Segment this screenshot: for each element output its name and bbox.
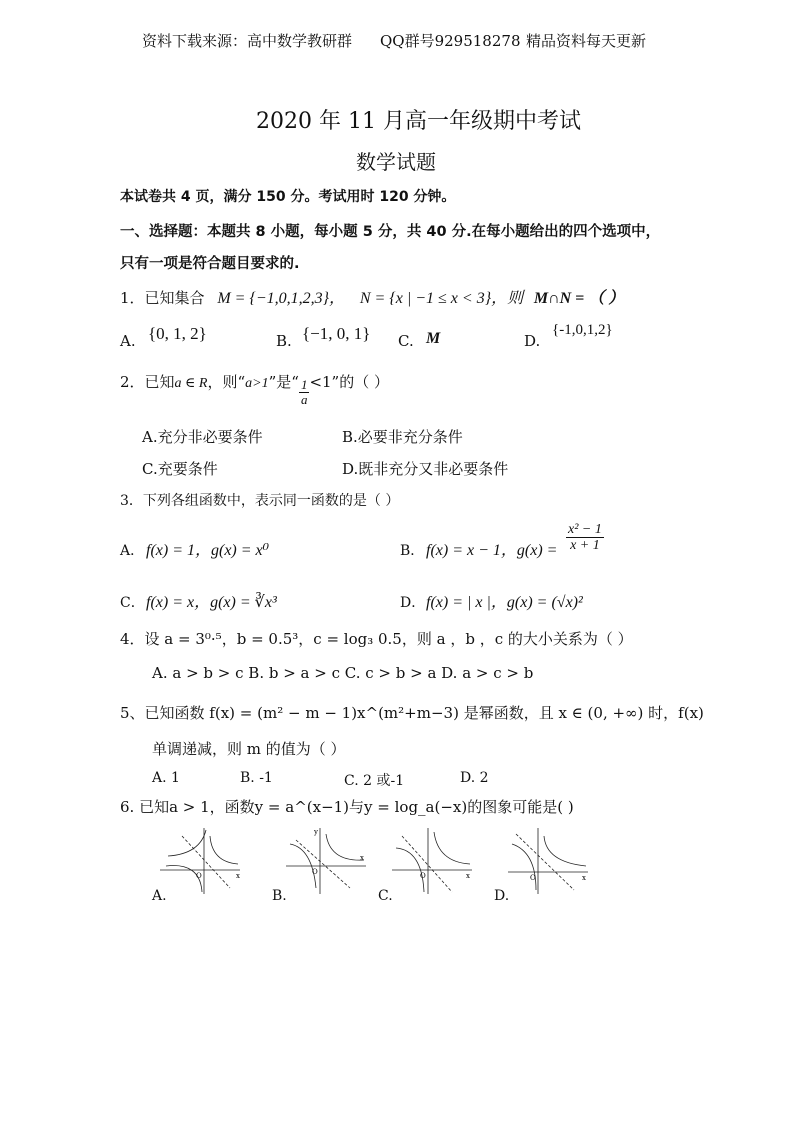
q3-b-label: B． — [400, 543, 425, 559]
q2-part-c: ”是“ — [268, 372, 299, 391]
q1-option-b: {−1, 0, 1} — [302, 324, 371, 343]
q6-label-b: B. — [272, 888, 287, 904]
q5-option-a: A. 1 — [152, 770, 180, 786]
q1-option-a-label: A. — [120, 332, 136, 350]
q6-a-axis-x: x — [236, 872, 240, 880]
q2-p1: a>1 — [245, 375, 269, 391]
q5-option-c: C. 2 或-1 — [344, 773, 405, 789]
q6-c-axis-x: x — [466, 872, 470, 880]
q3-c-text: f(x) = x，g(x) = ∛x³ — [146, 594, 277, 611]
exam-title: 2020 年 11 月高一年级期中考试 — [256, 109, 581, 134]
q3-a-text: f(x) = 1，g(x) = x⁰ — [146, 542, 270, 559]
q1-option-a: {0, 1, 2} — [148, 324, 207, 343]
q2-part-b: ，则“ — [207, 372, 246, 391]
q6-graph-c — [392, 826, 476, 896]
header-slogan: 精品资料每天更新 — [526, 32, 647, 50]
q2-part-d: <1”的（ ） — [309, 372, 389, 391]
q6-b-axis-y: y — [314, 828, 318, 836]
q2-option-a: A.充分非必要条件 — [142, 428, 263, 446]
q6-a-origin: O — [196, 872, 202, 880]
q2-option-b: B.必要非充分条件 — [342, 428, 463, 446]
q6-stem: 6. 已知a > 1，函数y = a^(x−1)与y = log_a(−x)的图象可能是( ) — [120, 798, 574, 816]
q2-option-d: D.既非充分又非必要条件 — [342, 460, 509, 478]
q6-graph-b — [286, 826, 370, 896]
q3-d-text: f(x) = | x |，g(x) = (√x)² — [426, 594, 583, 611]
q1-option-b-label: B. — [276, 332, 292, 350]
q1-set-m: M = {−1,0,1,2,3}， — [217, 290, 346, 307]
section1-line2: 只有一项是符合题目要求的. — [120, 256, 300, 272]
q6-d-origin: O — [530, 874, 536, 882]
q6-b-origin: O — [312, 868, 318, 876]
q4-options: A. a > b > c B. b > a > c C. c > b > a D. a > c > b — [152, 664, 534, 682]
q6-d-axis-x: x — [582, 874, 586, 882]
q3-b-num: x² − 1 — [568, 522, 602, 537]
q2-cond: a ∈ R — [174, 375, 208, 391]
q6-label-a: A. — [152, 888, 167, 904]
exam-subject: 数学试题 — [356, 150, 436, 174]
q4-stem: 4．设 a = 3⁰·⁵，b = 0.5³，c = log₃ 0.5，则 a ，b ，c 的大小关系为（ ） — [120, 630, 633, 648]
q6-c-origin: O — [420, 872, 426, 880]
q5-option-b: B. -1 — [240, 770, 273, 786]
q3-b-fraction — [566, 522, 604, 554]
q1-option-d-label: D. — [524, 332, 541, 350]
q5-stem: 5、已知函数 f(x) = (m² − m − 1)x^(m²+m−3) 是幂函数，且 x ∈ (0, +∞) 时，f(x) — [120, 704, 704, 722]
q6-graph-a — [160, 826, 244, 896]
q5-stem2: 单调递减，则 m 的值为（ ） — [152, 740, 346, 758]
q2-frac-den: a — [300, 392, 308, 408]
q3-b-text: f(x) = x − 1，g(x) = — [426, 542, 558, 559]
header-qq: QQ群号929518278 — [380, 32, 521, 50]
q2-part-a: 2．已知 — [120, 372, 175, 391]
q1-option-c: M — [426, 330, 441, 347]
q1-stem — [120, 285, 624, 308]
q3-stem: 3．下列各组函数中，表示同一函数的是（ ） — [120, 493, 400, 509]
header-source: 资料下载来源：高中数学教研群 — [142, 32, 353, 50]
exam-intro: 本试卷共 4 页，满分 150 分。考试用时 120 分钟。 — [120, 189, 456, 205]
q3-a-label: A． — [120, 543, 145, 559]
q3-c-label: C． — [120, 595, 145, 611]
q2-stem — [120, 368, 389, 408]
q6-label-d: D. — [494, 888, 510, 904]
section1-line1: 一、选择题：本题共 8 小题，每小题 5 分，共 40 分.在每小题给出的四个选项中， — [120, 224, 661, 240]
q2-frac-num: 1 — [300, 377, 308, 392]
q1-expr: M∩N = （ ） — [533, 290, 625, 307]
q1-option-d: {-1,0,1,2} — [552, 322, 613, 338]
q1-option-c-label: C. — [398, 332, 414, 350]
q6-graph-d — [508, 826, 592, 896]
q3-d-label: D． — [400, 595, 426, 611]
q2-fraction — [299, 378, 310, 408]
q6-label-c: C. — [378, 888, 393, 904]
q6-b-axis-x: x — [360, 854, 364, 862]
q1-set-n: N = {x | −1 ≤ x < 3}，则 — [359, 290, 524, 307]
q2-option-c: C.充要条件 — [142, 460, 218, 478]
q1-prefix: 1．已知集合 — [120, 289, 205, 307]
q5-option-d: D. 2 — [460, 770, 489, 786]
q3-b-den: x + 1 — [570, 538, 600, 554]
